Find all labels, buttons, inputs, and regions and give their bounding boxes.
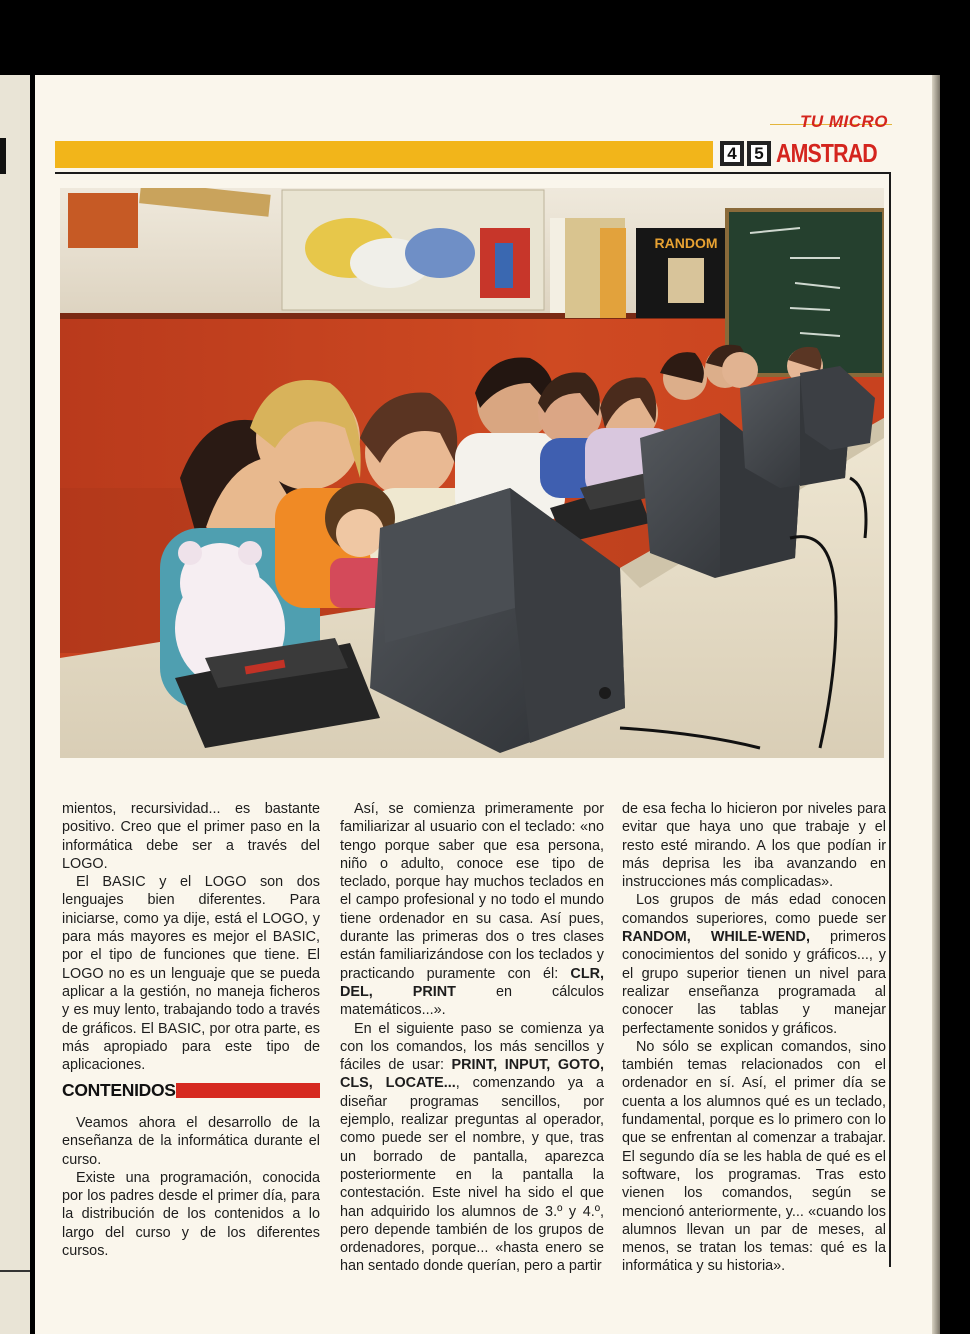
- text-run: Los grupos de más edad conocen comandos superiores, como puede ser: [622, 892, 886, 927]
- issue-digit: 5: [751, 145, 767, 162]
- command-keywords: RANDOM, WHILE-WEND,: [622, 929, 810, 946]
- paragraph: Existe una programación, conocida por los padres desde el primer día, para la distribución de los contenidos a lo largo del curso y de los diferentes cursos.: [62, 1169, 320, 1260]
- classroom-illustration: [60, 188, 884, 758]
- facing-page-edge: [0, 75, 30, 1334]
- paragraph: mientos, recursividad... es bastante positivo. Creo que el primer paso en la informática debe ser a través del LOGO.: [62, 801, 320, 872]
- classroom-photo: [60, 188, 884, 758]
- facing-page-mark: [0, 138, 6, 174]
- header-yellow-band: [55, 141, 713, 168]
- page-edge-shadow: [932, 75, 940, 1334]
- section-kicker: TU MICRO: [799, 112, 888, 131]
- command-keywords: PRINT, INPUT, GOTO, CLS, LOCATE...: [340, 1057, 604, 1092]
- section-heading-bar: [176, 1083, 320, 1098]
- issue-digit: 4: [724, 145, 740, 162]
- text-run: en cálculos matemáticos...».: [340, 983, 604, 1019]
- paragraph: Veamos ahora el desarrollo de la enseñanza de la informática durante el curso.: [62, 1115, 320, 1168]
- poster-label: RANDOM: [654, 235, 718, 251]
- paragraph: de esa fecha lo hicieron por niveles para evitar que haya uno que trabaje y el resto esté mirando. A los que podían ir más deprisa les iba avanzando en instrucciones más complicadas».: [622, 801, 886, 891]
- facing-page-rule: [0, 1270, 30, 1272]
- paragraph: No sólo se explican comandos, sino también temas relacionados con el ordenador en sí. Así, el primer día se cuenta a los alumnos qué es un teclado, fundamental, porque es lo primero con lo que se enfrentan al comenzar a trabajar. El segundo día se les habla de qué es el software, los programas. Tras esto vienen los comandos, según se mencionó anteriormente, y... «cuando los alumnos llevan un par de meses, al menos, se tratan los temas: qué es la informática y su historia».: [622, 1038, 886, 1275]
- text-run: , comenzando ya a diseñar programas sencillos, por ejemplo, realizar preguntas al operador, como puede ser el nombre, y que, tras un borrado de pantalla, aparezca posteriormente en la pantalla la contestación. Este nivel ha sido el que han adquirido los alumnos de 3.º y 4.º, pero depende también de los grupos de ordenadores, porque... «hasta enero se han sentado donde querían, pero a partir: [340, 1075, 604, 1275]
- paragraph: El BASIC y el LOGO son dos lenguajes bien diferentes. Para iniciarse, como ya dije, está el LOGO, y para más mayores es mejor el BASIC, por el tipo de funciones que tiene. El LOGO no es un lenguaje que se pueda aplicar a la gestión, no maneja ficheros y es muy lento, trabajando todo a través de gráficos. El BASIC, por otra parte, es más apropiado para este tipo de aplicaciones.: [62, 874, 320, 1074]
- text-run: Así, se comienza primeramente por familiarizar al usuario con el teclado: «no tengo porque saber que esa persona, niño o adulto, conoce ese tipo de teclado, porque hay muchos teclados en el campo profesional y no todo el mundo tiene ordenador en su casa. Así pues, durante las primeras dos o tres clases están familiarizándose con los teclados y practicando puramente con él:: [340, 801, 604, 982]
- text-run: primeros conocimientos del sonido y gráficos..., y el grupo superior tienen un nivel para realizar enseñanza programada al conocer las tablas y manejar perfectamente sonidos y gráficos.: [622, 929, 886, 1037]
- issue-digit-box: [720, 141, 744, 166]
- frame-right-rule: [889, 172, 891, 1267]
- paragraph: [340, 1020, 604, 1276]
- text-run: En el siguiente paso se comienza ya con los comandos, los más sencillos y fáciles de usar:: [340, 1020, 604, 1074]
- section-heading: CONTENIDOS: [62, 1080, 176, 1100]
- paragraph: [340, 800, 604, 1020]
- brand-logo: AMSTRAD: [776, 138, 877, 168]
- issue-digit-box: [747, 141, 771, 166]
- article-column-3: [622, 800, 886, 1276]
- frame-top-rule: [55, 172, 891, 174]
- article-column-1-continued: [62, 1114, 320, 1260]
- article-column-2: [340, 800, 604, 1276]
- article-column-1: [62, 800, 320, 1074]
- command-keywords: CLR, DEL, PRINT: [340, 965, 604, 1000]
- paragraph: [622, 891, 886, 1037]
